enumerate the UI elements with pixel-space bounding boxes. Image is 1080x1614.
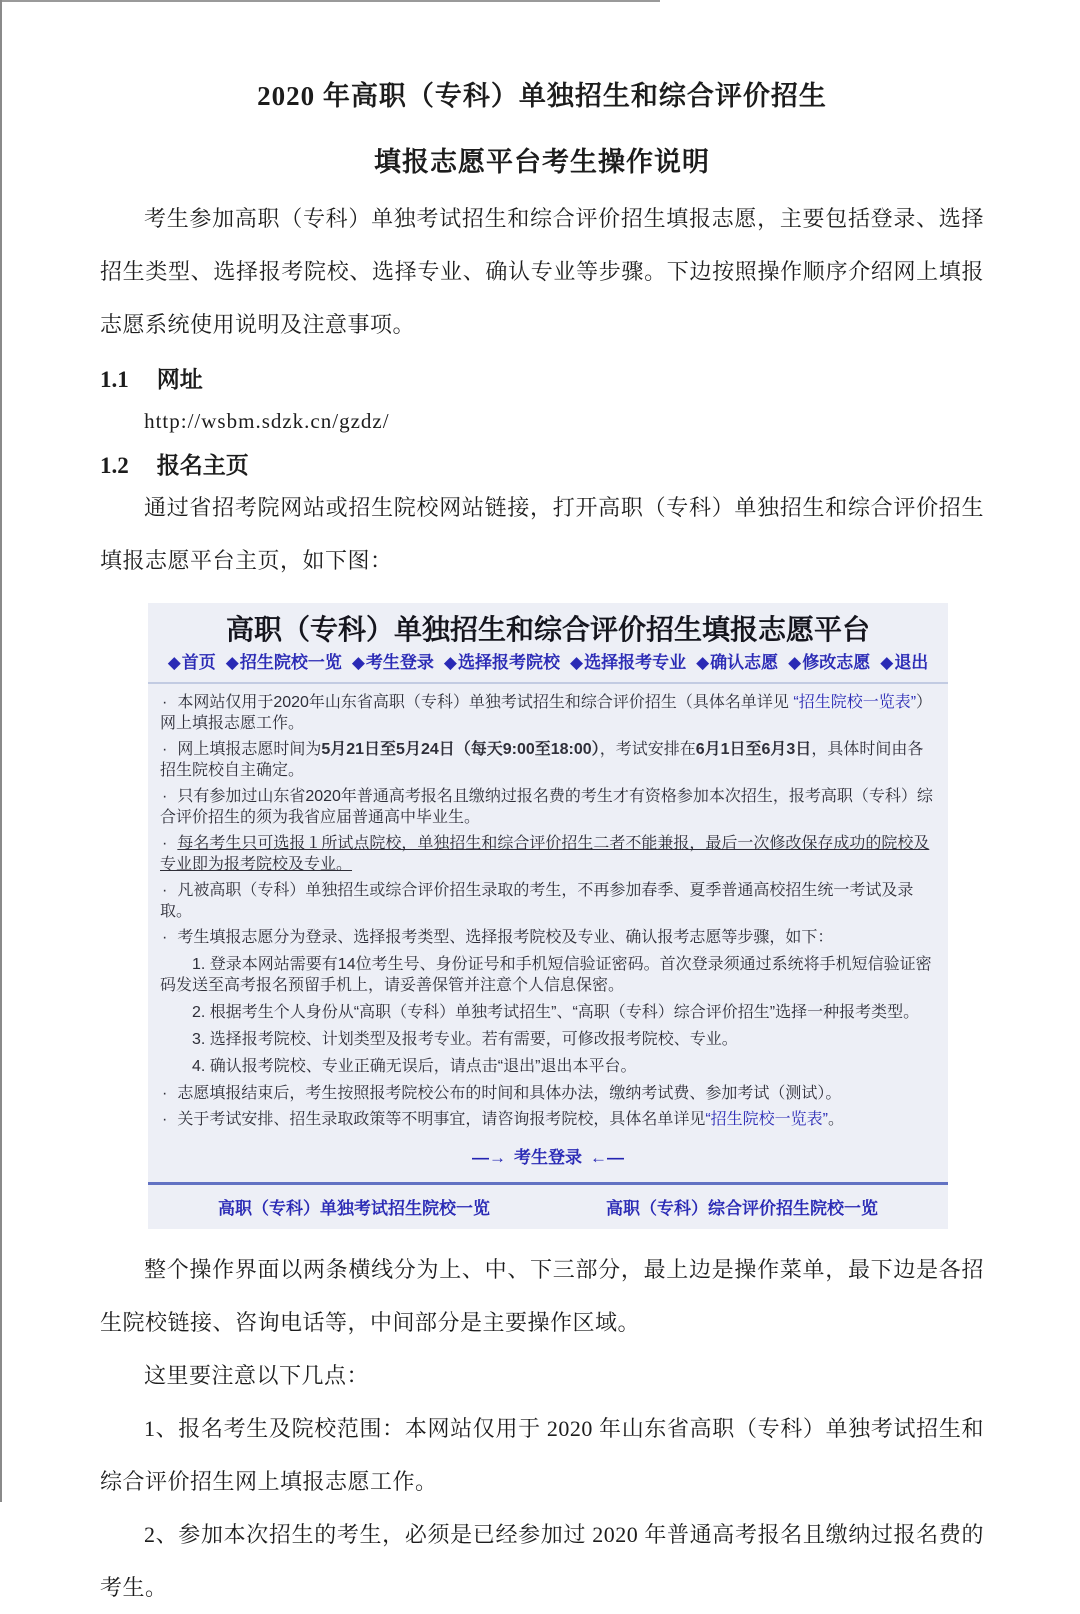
diamond-icon: ◆	[570, 653, 584, 672]
text-segment: 2. 根据考生个人身份从“高职（专科）单独考试招生”、“高职（专科）综合评价招生”选择一种报考类型。	[192, 1004, 920, 1021]
menu-item-label: 选择报考专业	[584, 653, 687, 672]
menu-item[interactable]	[570, 653, 686, 672]
text-segment: 每名考生只可选报１所试点院校，单独招生和综合评价招生二者不能兼报，最后一次修改保存成功的院校及专业即为报考院校及专业。	[160, 835, 930, 873]
diamond-icon: ◆	[788, 653, 802, 672]
footer-link[interactable]: 高职（专科）综合评价招生院校一览	[606, 1199, 878, 1218]
notice-bullet	[160, 786, 936, 828]
left-arrow-icon: —→	[472, 1148, 506, 1167]
diamond-icon: ◆	[696, 653, 710, 672]
bullet-marker: ·	[162, 882, 168, 899]
notes-lead-paragraph: 这里要注意以下几点：	[144, 1363, 370, 1388]
text-segment: 本网站仅用于2020年山东省高职（专科）单独考试招生和综合评价招生（具体名单详见	[177, 694, 794, 711]
step-item	[160, 1029, 936, 1050]
bullet-marker: ·	[162, 1085, 168, 1102]
menu-item-label: 首页	[181, 653, 216, 672]
section-title: 网址	[156, 367, 203, 392]
homepage-intro-paragraph: 通过省招考院网站或招生院校网站链接，打开高职（专科）单独招生和综合评价招生填报志愿平台主页，如下图：	[100, 495, 984, 573]
notice-bullet	[160, 1083, 936, 1104]
intro-paragraph: 考生参加高职（专科）单独考试招生和综合评价招生填报志愿，主要包括登录、选择招生类型、选择报考院校、选择专业、确认专业等步骤。下边按照操作顺序介绍网上填报志愿系统使用说明及注意事项。	[100, 206, 984, 337]
notice-bullet	[160, 927, 936, 948]
text-segment: ）网上填报志愿工作。	[160, 694, 933, 732]
section-heading-url	[100, 365, 984, 395]
text-segment: 考生填报志愿分为登录、选择报考类型、选择报考院校及专业、确认报考志愿等步骤，如下：	[177, 929, 834, 946]
text-segment: 关于考试安排、招生录取政策等不明事宜，请咨询报考院校，具体名单详见	[177, 1111, 706, 1128]
notice-bullet	[160, 739, 936, 781]
notice-bullet-list	[160, 692, 936, 948]
notice-bullet	[160, 692, 936, 734]
platform-footer	[160, 1185, 936, 1229]
notice-bullet-list-2	[160, 1083, 936, 1130]
platform-title: 高职（专科）单独招生和综合评价招生填报志愿平台	[225, 614, 870, 645]
menu-item[interactable]	[880, 653, 928, 672]
menu-item-label: 修改志愿	[802, 653, 871, 672]
menu-item-label: 退出	[894, 653, 929, 672]
candidate-login-link[interactable]: 考生登录	[514, 1148, 582, 1167]
menu-item[interactable]	[788, 653, 870, 672]
bullet-marker: ·	[162, 929, 168, 946]
note-2-paragraph: 2、参加本次招生的考生，必须是已经参加过 2020 年普通高考报名且缴纳过报名费的考生。	[100, 1522, 984, 1600]
text-segment: 志愿填报结束后，考生按照报考院校公布的时间和具体办法，缴纳考试费、参加考试（测试）。	[177, 1085, 842, 1102]
diamond-icon: ◆	[167, 653, 181, 672]
menu-item-label: 招生院校一览	[239, 653, 342, 672]
text-segment: 网上填报志愿时间为	[177, 741, 322, 758]
step-list	[160, 954, 936, 1077]
step-item	[160, 1056, 936, 1077]
platform-url: http://wsbm.sdzk.cn/gzdz/	[144, 409, 390, 433]
diamond-icon: ◆	[351, 653, 365, 672]
section-title: 报名主页	[156, 453, 249, 478]
step-item	[160, 1002, 936, 1023]
menu-item-label: 选择报考院校	[458, 653, 560, 672]
notice-bullet	[160, 1109, 936, 1130]
text-segment: 只有参加过山东省2020年普通高考报名且缴纳过报名费的考生才有资格参加本次招生，报考高职（专科）综合评价招生的须为我省应届普通高中毕业生。	[160, 788, 933, 826]
platform-menu-bar	[160, 651, 936, 675]
bullet-marker: ·	[162, 694, 168, 711]
text-segment: ，具体时间由各招生院校自主确定。	[160, 741, 924, 779]
text-segment: 凡被高职（专科）单独招生或综合评价招生录取的考生，不再参加春季、夏季普通高校招生统一考试及录取。	[160, 882, 914, 920]
text-segment: 。	[828, 1111, 845, 1128]
menu-item[interactable]	[352, 653, 434, 672]
layout-description-paragraph: 整个操作界面以两条横线分为上、中、下三部分，最上边是操作菜单，最下边是各招生院校链接、咨询电话等，中间部分是主要操作区域。	[100, 1257, 984, 1335]
step-item	[160, 954, 936, 996]
section-number: 1.2	[100, 453, 129, 478]
text-segment: 5月21日至5月24日（每天9:00至18:00）	[321, 741, 600, 758]
text-segment: 6月1日至6月3日	[695, 741, 812, 758]
platform-screenshot	[148, 603, 948, 1229]
note-1-paragraph: 1、报名考生及院校范围：本网站仅用于 2020 年山东省高职（专科）单独考试招生和综合评价招生网上填报志愿工作。	[100, 1416, 984, 1494]
menu-item[interactable]	[696, 653, 778, 672]
diamond-icon: ◆	[443, 653, 457, 672]
bullet-marker: ·	[162, 788, 168, 805]
candidate-login-line	[160, 1146, 936, 1170]
menu-item-label: 确认志愿	[710, 653, 779, 672]
section-heading-homepage	[100, 451, 984, 481]
bullet-marker: ·	[162, 741, 168, 758]
right-arrow-icon: ←—	[590, 1148, 624, 1167]
after-screenshot-text	[100, 1243, 984, 1614]
text-segment: 3. 选择报考院校、计划类型及报考专业。若有需要，可修改报考院校、专业。	[192, 1031, 738, 1048]
notice-bullet	[160, 880, 936, 922]
text-segment: 4. 确认报考院校、专业正确无误后，请点击“退出”退出本平台。	[192, 1058, 637, 1075]
scan-edge-top	[0, 0, 660, 2]
document-title-line2: 填报志愿平台考生操作说明	[374, 147, 710, 177]
notice-bullet	[160, 833, 936, 875]
document-title-line1: 2020 年高职（专科）单独招生和综合评价招生	[257, 81, 827, 111]
bullet-marker: ·	[162, 835, 168, 852]
section-number: 1.1	[100, 367, 129, 392]
scan-edge-left	[0, 0, 2, 1502]
diamond-icon: ◆	[880, 653, 894, 672]
menu-item[interactable]	[168, 653, 216, 672]
inline-link[interactable]: “招生院校一览表”	[705, 1111, 829, 1128]
menu-item-label: 考生登录	[365, 653, 434, 672]
text-segment: 1. 登录本网站需要有14位考生号、身份证号和手机短信验证密码。首次登录须通过系统将手机短信验证密码发送至高考报名预留手机上，请妥善保管并注意个人信息保密。	[160, 956, 932, 994]
bullet-marker: ·	[162, 1111, 168, 1128]
menu-separator-line	[148, 682, 948, 684]
menu-item[interactable]	[444, 653, 560, 672]
diamond-icon: ◆	[225, 653, 239, 672]
inline-link[interactable]: “招生院校一览表”	[793, 694, 917, 711]
text-segment: ，考试安排在	[599, 741, 696, 758]
footer-link[interactable]: 高职（专科）单独考试招生院校一览	[218, 1199, 490, 1218]
menu-item[interactable]	[226, 653, 342, 672]
